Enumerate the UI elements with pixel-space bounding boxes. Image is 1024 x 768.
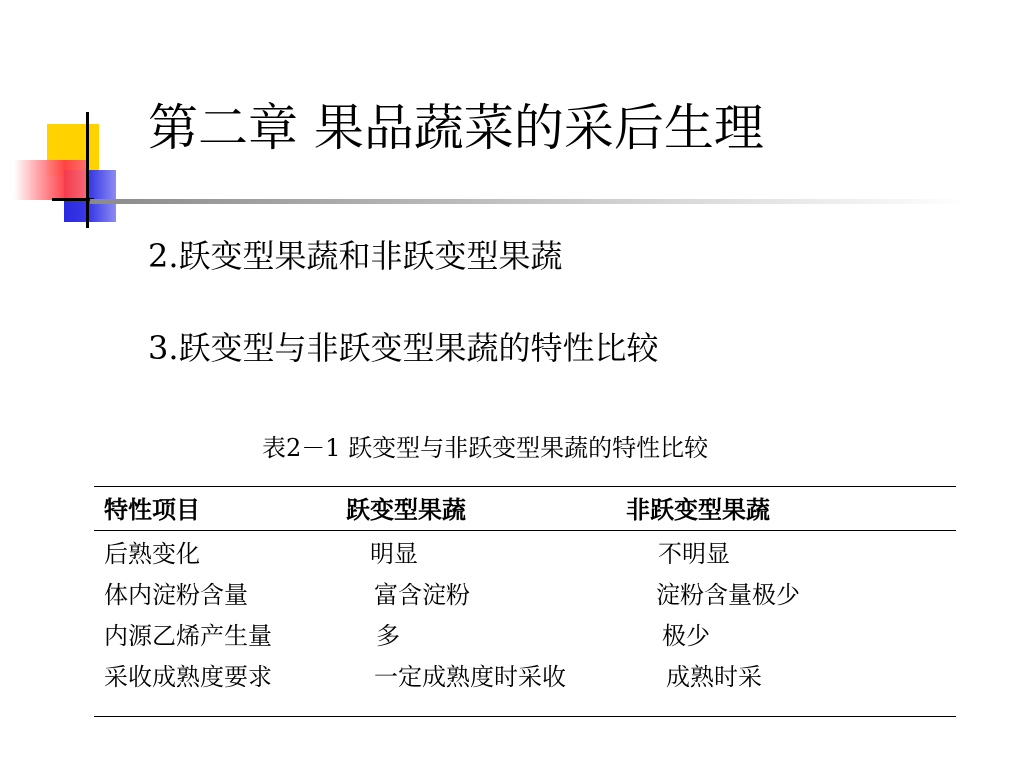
table-cell: 明显 bbox=[370, 540, 418, 568]
decorative-horizontal-line bbox=[52, 198, 94, 201]
table-cell: 不明显 bbox=[658, 540, 730, 568]
bullet-point: 2.跃变型果蔬和非跃变型果蔬 bbox=[148, 237, 563, 275]
table-cell: 后熟变化 bbox=[104, 540, 200, 568]
bullet-point: 3.跃变型与非跃变型果蔬的特性比较 bbox=[148, 329, 659, 367]
table-cell: 成熟时采 bbox=[666, 663, 762, 691]
table-cell: 采收成熟度要求 bbox=[104, 663, 272, 691]
table-cell: 富含淀粉 bbox=[374, 581, 470, 609]
table-header-cell: 跃变型果蔬 bbox=[346, 495, 466, 524]
table-cell: 极少 bbox=[662, 622, 710, 650]
decorative-vertical-line bbox=[86, 112, 89, 228]
decorative-red-bar bbox=[14, 160, 86, 200]
slide-title: 第二章 果品蔬菜的采后生理 bbox=[148, 99, 764, 157]
table-header-rule bbox=[94, 530, 956, 531]
table-top-rule bbox=[94, 486, 956, 487]
title-underline bbox=[90, 199, 970, 204]
table-cell: 一定成熟度时采收 bbox=[374, 663, 566, 691]
table-bottom-rule bbox=[94, 716, 956, 717]
table-header-cell: 特性项目 bbox=[104, 495, 200, 524]
table-header-cell: 非跃变型果蔬 bbox=[626, 495, 770, 524]
table-cell: 淀粉含量极少 bbox=[656, 581, 800, 609]
table-cell: 多 bbox=[376, 622, 400, 650]
table-caption: 表2－1 跃变型与非跃变型果蔬的特性比较 bbox=[262, 434, 709, 462]
table-cell: 体内淀粉含量 bbox=[104, 581, 248, 609]
table-cell: 内源乙烯产生量 bbox=[104, 622, 272, 650]
